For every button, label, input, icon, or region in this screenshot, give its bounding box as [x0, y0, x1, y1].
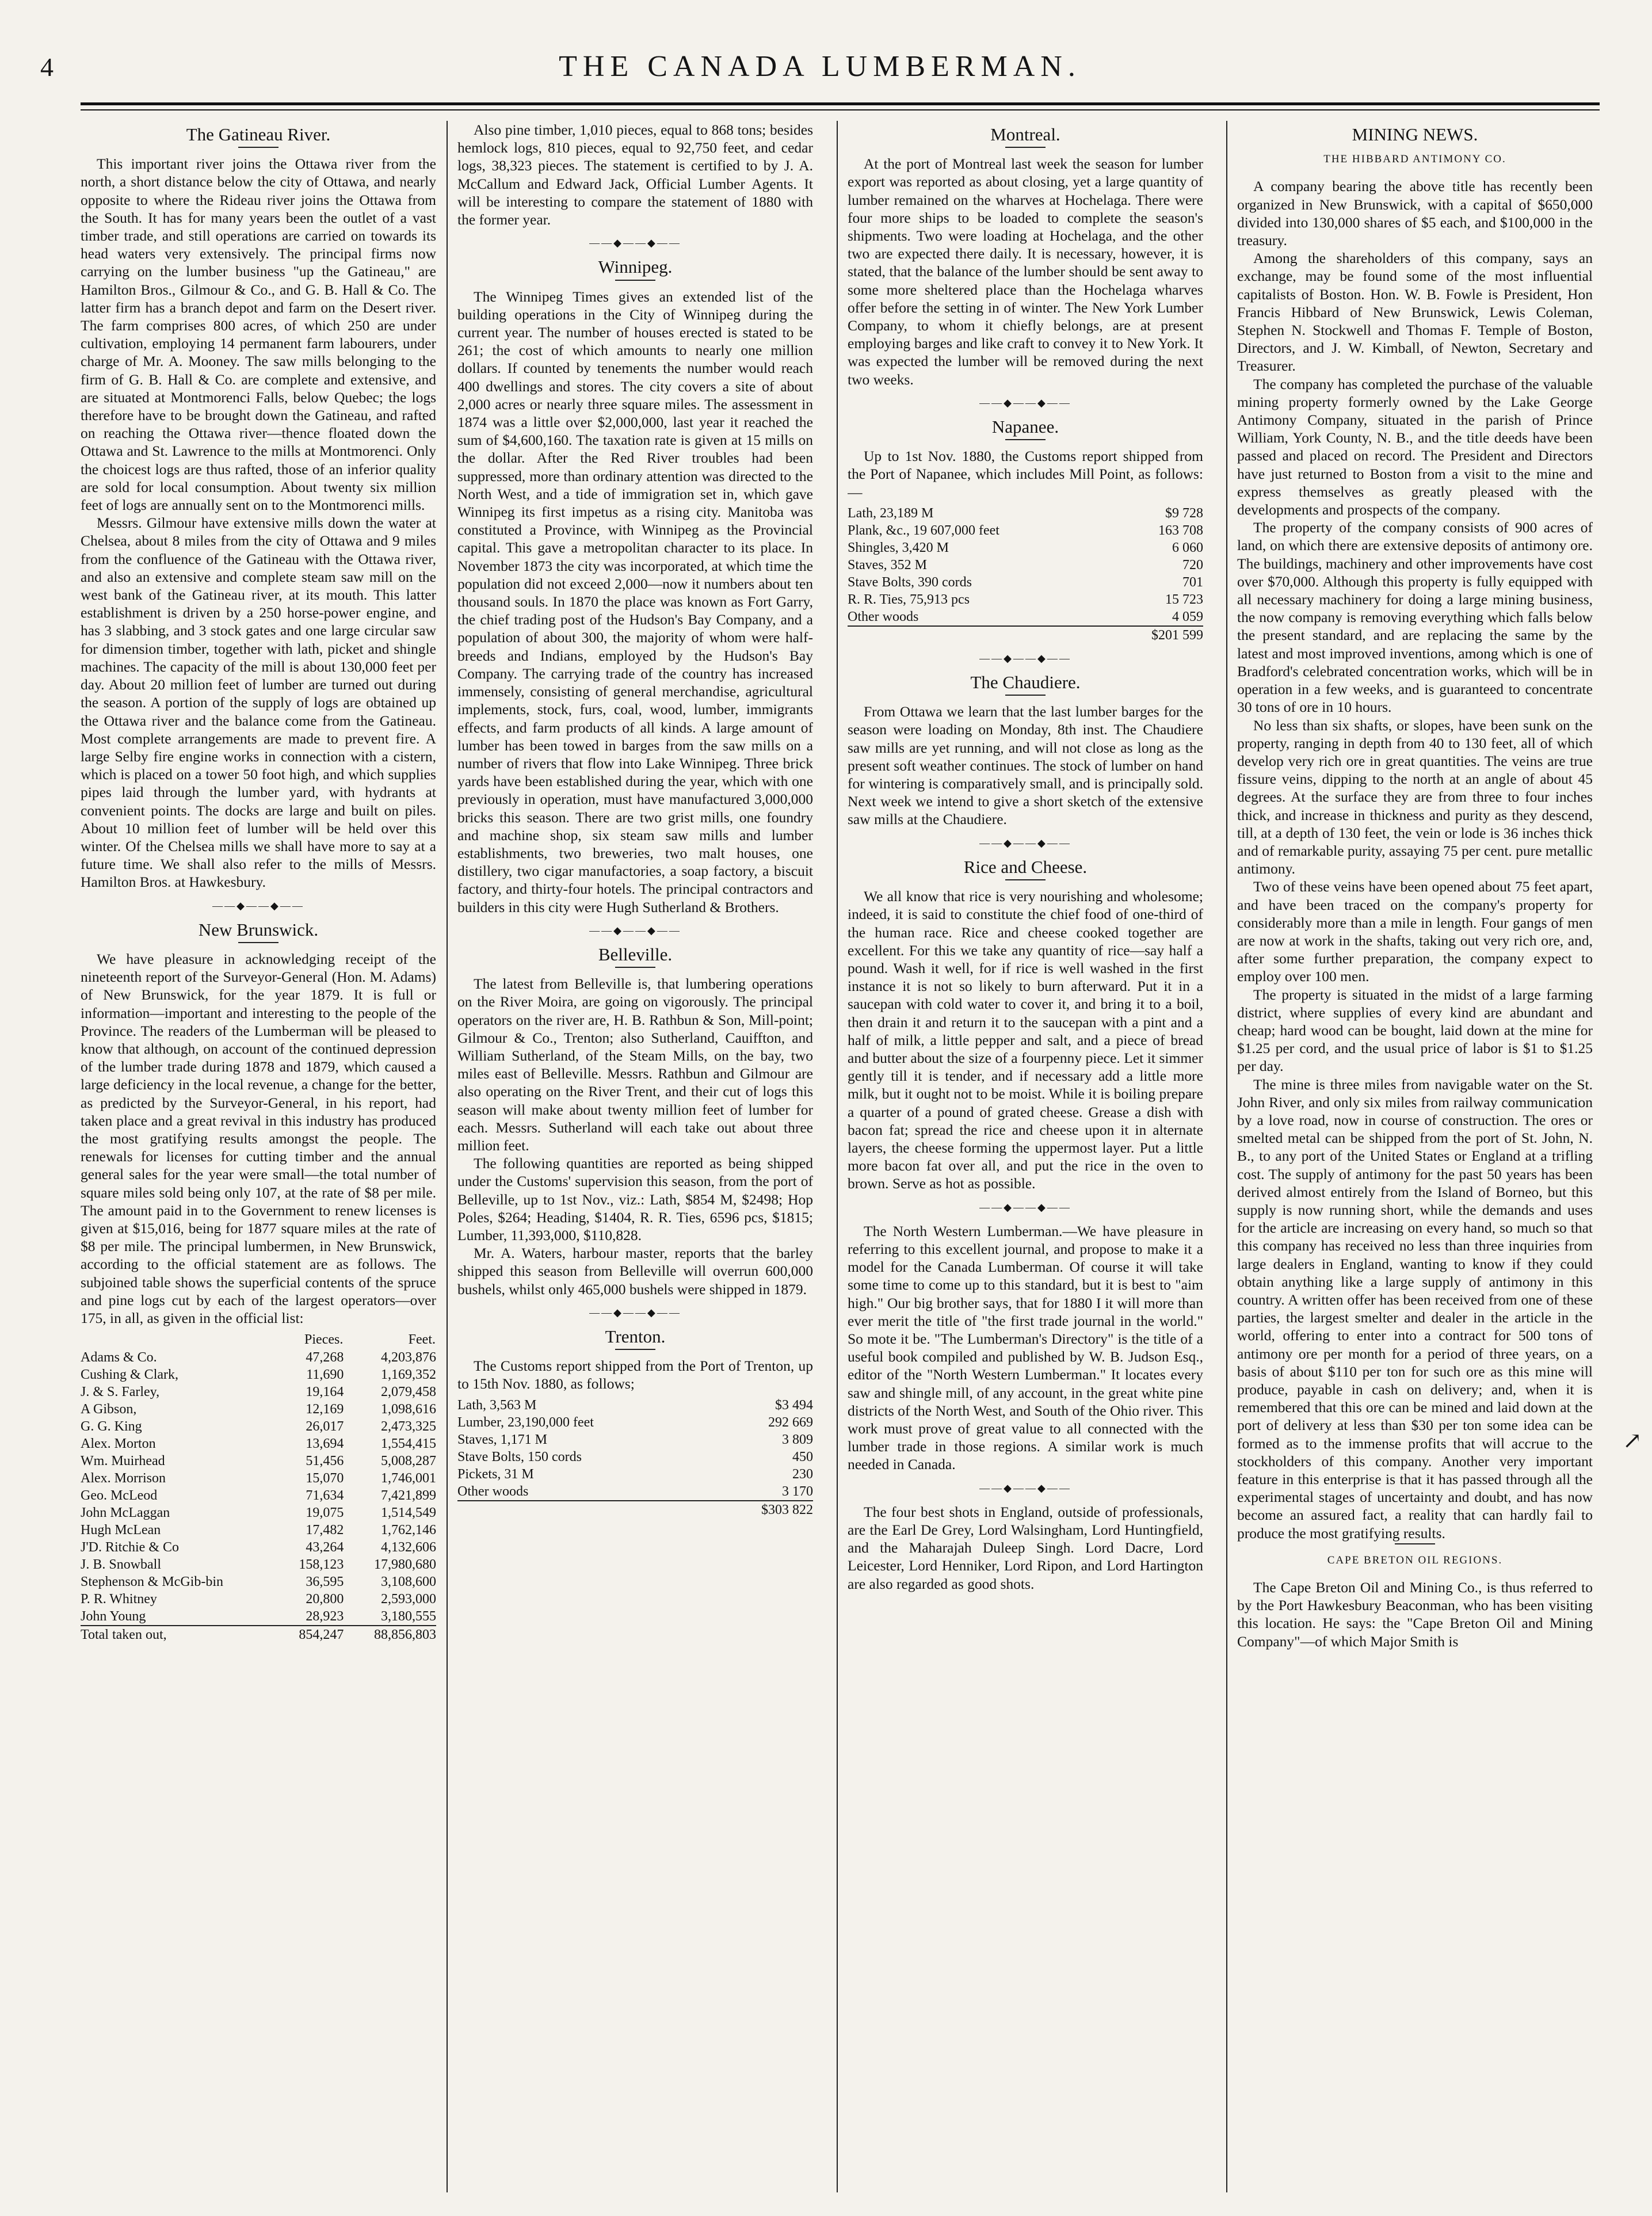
- trenton-shipments-table: [457, 1397, 813, 1519]
- table-cell: P. R. Whitney: [81, 1592, 157, 1607]
- table-cell: 1,554,415: [381, 1436, 436, 1452]
- lumbermen-table: [81, 1330, 436, 1643]
- table-row: [81, 1366, 436, 1383]
- table-cell: 158,123: [299, 1557, 344, 1573]
- article-paragraph: The latest from Belleville is, that lumbering operations on the River Moira, are going on vigorously. The principal operators on the river are, H. B. Rathbun & Son, Mill-point; Gilmour & Co., Trenton; also Sutherland, Cauiffton, and William Sutherland, of the Steam Mills, on the bay, two miles east of Belleville. Messrs. Rathbun and Gilmour are also operating on the River Trent, and their cut of logs this season will make about twenty million feet of lumber for each. Messrs. Sutherland will each take out about three million feet.: [457, 975, 813, 1154]
- table-cell: Other woods: [848, 609, 919, 624]
- table-row: [81, 1452, 436, 1470]
- table-row: [848, 556, 1203, 574]
- heading-rule: [238, 942, 278, 943]
- table-total-row: [81, 1626, 436, 1643]
- table-cell: 36,595: [306, 1574, 344, 1590]
- table-cell: 4 059: [1172, 609, 1203, 624]
- heading-rule: [1005, 439, 1046, 440]
- table-cell: Stave Bolts, 390 cords: [848, 574, 972, 590]
- table-cell: 4,132,606: [381, 1540, 436, 1555]
- margin-mark-icon: ↗: [1623, 1428, 1642, 1454]
- table-cell: J. & S. Farley,: [81, 1384, 160, 1400]
- section-separator: ——◆——◆——: [589, 924, 681, 936]
- table-cell: 2,079,458: [381, 1384, 436, 1400]
- table-cell: 4,203,876: [381, 1350, 436, 1366]
- table-cell: 6 060: [1172, 540, 1203, 555]
- table-cell: Lath, 3,563 M: [457, 1397, 537, 1413]
- article-paragraph: The four best shots in England, outside of professionals, are the Earl De Grey, Lord Walsingham, Lord Huntingfield, and the Maharajah Duleep Singh. Lord Dacre, Lord Leicester, Lord Henniker, Lord Ripon, and Lord Hartington are also regarded as good shots.: [848, 1503, 1203, 1592]
- article-heading-trenton: Trenton.: [605, 1326, 666, 1347]
- article-paragraph: From Ottawa we learn that the last lumber barges for the season were loading on Monday, 8th inst. The Chaudiere saw mills are yet running, and will not close as long as the present soft weather continues. The stock of lumber on hand for wintering is comparatively small, and is principally sold. Next week we intend to give a short sketch of the extensive saw mills at the Chaudiere.: [848, 703, 1203, 828]
- table-cell: John Young: [81, 1609, 146, 1624]
- table-row: [848, 539, 1203, 556]
- table-cell: 3 809: [782, 1432, 813, 1447]
- article-paragraph: At the port of Montreal last week the season for lumber export was reported as about closing, yet a large quantity of lumber remained on the wharves at Hochelaga. There were four more ships to be loaded to complete the season's shipments. Two were loading at Hochelaga, and the other two are expected there daily. It is necessary, however, it is stated, that the balance of the lumber should be sent away to some more sheltered place than the Hochelaga wharves offer before the setting in of winter. The New York Lumber Company, to whom it chiefly belongs, are at present employing barges and like craft to convey it to New York. It was expected the lumber will be removed during the next two weeks.: [848, 155, 1203, 388]
- table-cell: 1,762,146: [381, 1523, 436, 1538]
- table-row: [81, 1383, 436, 1401]
- article-heading-new-brunswick: New Brunswick.: [198, 919, 319, 940]
- table-cell: 720: [1182, 557, 1203, 573]
- table-cell: John McLaggan: [81, 1505, 170, 1521]
- heading-rule: [615, 967, 655, 968]
- table-cell: 2,473,325: [381, 1419, 436, 1435]
- article-paragraph: Up to 1st Nov. 1880, the Customs report shipped from the Port of Napanee, which includes Mill Point, as follows:—: [848, 448, 1203, 501]
- table-cell: Stave Bolts, 150 cords: [457, 1449, 582, 1464]
- table-cell: 1,746,001: [381, 1471, 436, 1486]
- masthead-title: THE CANADA LUMBERMAN.: [559, 50, 1081, 83]
- column-4: [1237, 121, 1593, 2192]
- table-row: [848, 522, 1203, 539]
- article-heading-winnipeg: Winnipeg.: [598, 257, 673, 277]
- table-row: [81, 1401, 436, 1418]
- table-row: [848, 505, 1203, 522]
- table-cell: 3,108,600: [381, 1574, 436, 1590]
- heading-rule: [615, 280, 655, 281]
- table-cell: 13,694: [306, 1436, 344, 1452]
- table-row: [457, 1431, 813, 1448]
- table-header-pieces: Pieces.: [304, 1332, 344, 1348]
- article-heading-napanee: Napanee.: [991, 417, 1059, 437]
- column-divider: [447, 121, 448, 2192]
- article-heading-mining-news: MINING NEWS.: [1352, 124, 1478, 144]
- page-header: [17, 35, 1623, 92]
- article-paragraph: We all know that rice is very nourishing and wholesome; indeed, it is said to constitute the chief food of one-third of the human race. Rice and cheese cooked together are excellent. For this we take any quantity of rice—say half a pound. Wash it well, for if rice is well washed in the first instance it is not so likely to burn afterward. Put it in a saucepan with cold water to cover it, and bring it to a boil, then drain it and return it to the saucepan with a pint and a half of milk, a little pepper and salt, and a piece of bread and butter about the size of a fourpenny piece. Let it simmer gently till it is tender, and if necessary add a little more milk, but it ought not to be moist. While it is boiling prepare a quarter of a pound of grated cheese. Grease a dish with bacon fat; spread the rice and cheese upon it in alternate layers, the cheese forming the uppermost layer. Put a little more bacon fat over all, and put the rice in the oven to brown. Serve as hot as possible.: [848, 888, 1203, 1192]
- newspaper-page: [17, 35, 1642, 2198]
- article-paragraph: We have pleasure in acknowledging receipt of the nineteenth report of the Surveyor-General (Hon. M. Adams) of New Brunswick, for the year 1879. It is full or information—important and interesting to the people of the Province. The readers of the Lumberman will be pleased to know that although, on account of the continued depression of the lumber trade during 1878 and 1879, which caused a large deficiency in the local revenue, a change for the better, as predicted by the Surveyor-General, in his report, had taken place and a great revival in this industry has produced the most gratifying results amongst the people. The renewals for licenses for cutting timber and the annual general sales for the year were small—the total number of square miles sold being only 107, at the rate of $8 per mile. The amount paid in to the Government to renew licenses is given at $15,016, being for 1877 square miles at the rate of $8 per mile. The principal lumbermen, in New Brunswick, according to the official statement are as follows. The subjoined table shows the superficial contents of the spruce and pine logs cut by each of the largest operators—over 175, in all, as given in the official list:: [81, 950, 436, 1326]
- table-cell: 450: [792, 1449, 813, 1464]
- section-separator: ——◆——◆——: [589, 237, 681, 249]
- table-total-row: [457, 1501, 813, 1519]
- table-row: [81, 1470, 436, 1487]
- table-row: [81, 1608, 436, 1626]
- table-cell: Geo. McLeod: [81, 1488, 158, 1504]
- table-cell: J. B. Snowball: [81, 1557, 162, 1573]
- table-cell: Staves, 352 M: [848, 557, 927, 573]
- table-row: [457, 1414, 813, 1431]
- article-paragraph: The Customs report shipped from the Port of Trenton, up to 15th Nov. 1880, as follows;: [457, 1357, 813, 1393]
- column-1: [81, 121, 436, 2192]
- table-cell: Adams & Co.: [81, 1350, 157, 1366]
- column-2: [457, 121, 813, 2192]
- table-cell: 47,268: [306, 1350, 344, 1366]
- article-paragraph: This important river joins the Ottawa river from the north, a short distance below the city of Ottawa, and nearly opposite to where the Rideau river joins the Ottawa from the South. It has for many years been the outlet of a vast timber trade, and still operations are carried on towards its head waters very extensively. The principal firms now carrying on the lumber business "up the Gatineau," are Hamilton Bros., Gilmour & Co., and G. B. Hall & Co. The latter firm has a branch depot and farm on the Desert river. The farm comprises 800 acres, of which 250 are under cultivation, employing 14 permanent farm labourers, under charge of Mr. A. Mooney. The saw mills belonging to the firm of G. B. Hall & Co. are complete and extensive, and are situated at Montmorenci Falls, below Quebec; the logs therefore have to be brought down the Gatineau, and rafted on reaching the Ottawa river—thence floated down the Ottawa and St. Lawrence to the mills at Montmorenci. Only the choicest logs are thus rafted, those of an inferior quality are sold for local consumption. About twenty six million feet of logs are annually sent on to the Montmorenci mills.: [81, 155, 436, 514]
- table-cell: 854,247: [275, 1626, 344, 1643]
- table-cell: 163 708: [1158, 522, 1203, 538]
- article-paragraph: The Winnipeg Times gives an extended list of the building operations in the City of Winnipeg during the current year. The number of houses erected is stated to be 261; the cost of which amounts to nearly one million dollars. If counted by tenements the number would reach 400 dwellings and stores. The city covers a site of about 2,000 acres or nearly three square miles. The assessment in 1874 was a little over $2,000,000, last year it reached the sum of $4,600,160. The taxation rate is given at 15 mills on the dollar. After the Red River troubles had been suppressed, more than ordinary attention was directed to the North West, and a tide of immigration set in, which gave Winnipeg its first impetus as a rising city. Manitoba was constituted a Province, with Winnipeg as the Provincial capital. This gave a metropolitan character to its place. In November 1873 the city was incorporated, at which time the population did not exceed 2,000—now it numbers about ten thousand souls. In 1870 the place was known as Fort Garry, the chief trading post of the Hudson's Bay Company, and a population of about 300, the majority of whom were half-breeds and Indians, employed by the Hudson's Bay Company. The carrying trade of the country has increased immensely, consisting of general merchandise, agricultural implements, stock, furs, coal, wood, lumber, immigrants effects, and farm products of all kinds. A large amount of lumber has been towed in barges from the saw mills on a number of rivers that flow into Lake Winnipeg. Three brick yards have been established during the year, which with one previously in operation, must have manufactured 3,000,000 bricks this season. There are two grist mills, one foundry and machine shop, six steam saw mills and lumber establishments, two breweries, two malt houses, one distillery, two cigar manufactories, a soap factory, a biscuit factory, and thirty-four hotels. The principal contractors and builders in this city were Hugh Sutherland & Brothers.: [457, 288, 813, 916]
- section-separator: ——◆——◆——: [979, 652, 1071, 664]
- table-cell: 43,264: [306, 1540, 344, 1555]
- table-cell: 5,008,287: [381, 1454, 436, 1469]
- table-cell: 292 669: [768, 1414, 813, 1430]
- table-cell: 71,634: [306, 1488, 344, 1504]
- table-row: [457, 1397, 813, 1414]
- table-cell: $3 494: [775, 1397, 813, 1413]
- table-cell: $201 599: [1105, 626, 1203, 644]
- table-row: [81, 1349, 436, 1366]
- article-paragraph: Among the shareholders of this company, says an exchange, may be found some of the most influential capitalists of Boston. Hon. W. B. Fowle is President, Hon Francis Hibbard of New Brunswick, Lewis Coleman, Stephen N. Stockwell and Thomas F. Temple of Boston, Directors, and J. W. Kimball, of Newton, Secretary and Treasurer.: [1237, 250, 1593, 375]
- table-cell: 7,421,899: [381, 1488, 436, 1504]
- article-subheading-cape-breton: CAPE BRETON OIL REGIONS.: [1327, 1554, 1503, 1566]
- article-subheading-hibbard: THE HIBBARD ANTIMONY CO.: [1323, 153, 1506, 166]
- table-cell: Plank, &c., 19 607,000 feet: [848, 522, 999, 538]
- article-paragraph: Also pine timber, 1,010 pieces, equal to 868 tons; besides hemlock logs, 810 pieces, equal to 92,750 feet, and cedar logs, 38,323 pieces. The statement is certified to by J. A. McCallum and Edward Jack, Official Lumber Agents. It will be interesting to compare the statement of 1880 with the former year.: [457, 121, 813, 228]
- table-cell: 17,980,680: [374, 1557, 436, 1573]
- table-cell: G. G. King: [81, 1419, 142, 1435]
- section-separator: ——◆——◆——: [212, 899, 304, 911]
- table-cell: 1,098,616: [381, 1402, 436, 1417]
- table-cell: 11,690: [306, 1367, 344, 1383]
- table-row: [81, 1539, 436, 1556]
- table-row: [81, 1504, 436, 1521]
- section-separator: ——◆——◆——: [589, 1306, 681, 1318]
- article-paragraph: A company bearing the above title has recently been organized in New Brunswick, with a capital of $650,000 divided into 130,000 shares of $5 each, and $100,000 in the treasury.: [1237, 178, 1593, 249]
- article-paragraph: The mine is three miles from navigable water on the St. John River, and only six miles from railway communication by a love road, now in course of construction. The ores or smelted metal can be shipped from the port of St. John, N. B., to any port of the United States or England at a trifling cost. The supply of antimony for the past 50 years has been derived almost entirely from the Island of Borneo, but this supply is now running short, while the demands and uses for the article are increasing on every hand, so much so that this company has received no less than three inquiries from large dealers in England, wanting to know if they could obtain anything like a large supply of antimony in this country. A written offer has been received from one of these parties, the largest smelter and dealer in the article in the world, offering to enter into a contract for 500 tons of antimony ore per month for a period of three years, on a basis of about $110 per ton for such ore as this mine will produce, payable in cash on delivery; and, when it is remembered that this ore can be mined and laid down at the port of delivery at less than $30 per ton some idea can be formed as to the immense profits that will accrue to the stockholders of this company. Another very important feature in this enterprise is that it has passed through all the experimental stages of uncertainty and doubt, and has now become an assured fact, a reality that can hardly fail to produce the most gratifying results.: [1237, 1075, 1593, 1542]
- article-paragraph: Two of these veins have been opened about 75 feet apart, and have been traced on the company's property for considerably more than a mile in length. Four gangs of men are now at work in the shafts, taking out very rich ore, and, after some further preparation, the company expect to employ over 100 men.: [1237, 878, 1593, 985]
- page-number: 4: [40, 52, 54, 82]
- table-cell: R. R. Ties, 75,913 pcs: [848, 592, 970, 607]
- table-row: [457, 1466, 813, 1483]
- table-cell: 88,856,803: [344, 1626, 436, 1643]
- table-row: [848, 574, 1203, 591]
- table-cell: 2,593,000: [381, 1592, 436, 1607]
- article-columns: [81, 121, 1600, 2192]
- table-row: [81, 1591, 436, 1608]
- article-heading-gatineau: The Gatineau River.: [186, 124, 331, 144]
- table-row: [848, 608, 1203, 626]
- table-cell: Cushing & Clark,: [81, 1367, 179, 1383]
- table-row: [81, 1435, 436, 1452]
- section-separator: ——◆——◆——: [979, 1201, 1071, 1213]
- article-paragraph: Messrs. Gilmour have extensive mills down the water at Chelsea, about 8 miles from the city of Ottawa and 9 miles from the confluence of the Gatineau with the Ottawa river, and also an extensive and complete steam saw mill on the west bank of the Gatineau river, at its mouth. This latter establishment is driven by a 250 horse-power engine, and has 3 slabbing, and 3 stock gates and one large circular saw for dimension timber, together with lath, picket and shingle machines. The capacity of the mill is about 130,000 feet per day. About 20 million feet of lumber are turned out during the season. A portion of the supply of logs are obtained up the Ottawa river and the balance come from the Gatineau. Most complete arrangements are made to prevent fire. A large Selby fire engine works in connection with a cistern, which is placed on a tower 50 foot high, and which supplies pipes laid through the lumber yard, with hydrants at convenient points. The docks are large and built on piles. About 10 million feet of lumber will be held over this winter. Of the Chelsea mills we shall have more to say at a future time. We shall also refer to the mills of Messrs. Hamilton Bros. at Hawkesbury.: [81, 514, 436, 891]
- table-row: [81, 1487, 436, 1504]
- table-row: [81, 1521, 436, 1539]
- heading-rule: [615, 1349, 655, 1350]
- table-cell: $303 822: [708, 1501, 813, 1519]
- table-row: [457, 1448, 813, 1466]
- article-heading-belleville: Belleville.: [598, 944, 673, 964]
- article-heading-montreal: Montreal.: [990, 124, 1060, 144]
- table-cell: 19,075: [306, 1505, 344, 1521]
- column-divider: [1226, 121, 1227, 2192]
- table-cell: 15,070: [306, 1471, 344, 1486]
- table-cell: 51,456: [306, 1454, 344, 1469]
- article-paragraph: The property is situated in the midst of a large farming district, where supplies of every kind are abundant and cheap; hard wood can be bought, laid down at the mine for $1.25 per cord, and the usual price of labor is $1 to $1.25 per day.: [1237, 986, 1593, 1075]
- section-separator: ——◆——◆——: [979, 837, 1071, 849]
- header-rule: [81, 102, 1600, 105]
- article-paragraph: Mr. A. Waters, harbour master, reports that the barley shipped this season from Belleville will overrun 600,000 bushels, whilst only 465,000 bushels were shipped in 1879.: [457, 1245, 813, 1298]
- section-separator: ——◆——◆——: [979, 396, 1071, 409]
- table-cell: 12,169: [306, 1402, 344, 1417]
- heading-rule: [1005, 695, 1046, 696]
- table-cell: Lumber, 23,190,000 feet: [457, 1414, 594, 1430]
- header-rule-thin: [81, 109, 1600, 110]
- table-cell: Other woods: [457, 1483, 529, 1499]
- table-cell: 1,169,352: [381, 1367, 436, 1383]
- table-cell: 3,180,555: [381, 1609, 436, 1624]
- table-cell: 20,800: [306, 1592, 344, 1607]
- table-total-row: [848, 626, 1203, 644]
- heading-rule: [238, 147, 278, 148]
- table-cell: J'D. Ritchie & Co: [81, 1540, 179, 1555]
- table-cell: 28,923: [306, 1609, 344, 1624]
- table-cell: 230: [792, 1466, 813, 1482]
- article-paragraph: No less than six shafts, or slopes, have been sunk on the property, ranging in depth from 40 to 130 feet, all of which develop very rich ore in great quantities. The veins are true fissure veins, dipping to the north at an angle of about 45 degrees. At the surface they are from three to four inches thick, and increase in thickness and purity as they descend, till, at a depth of 130 feet, the vein or lode is 36 inches thick and of remarkable purity, assaying 75 per cent. pure metallic antimony.: [1237, 716, 1593, 878]
- table-cell: 19,164: [306, 1384, 344, 1400]
- article-paragraph: The following quantities are reported as being shipped under the Customs' supervision this season, from the port of Belleville, up to 1st Nov., viz.: Lath, $854 M, $2498; Hop Poles, $264; Heading, $1404, R. R. Ties, 6596 pcs, $1815; Lumber, 11,393,000, $110,828.: [457, 1155, 813, 1244]
- table-cell: Total taken out,: [81, 1626, 275, 1643]
- table-cell: 26,017: [306, 1419, 344, 1435]
- article-heading-rice-cheese: Rice and Cheese.: [963, 856, 1088, 877]
- table-cell: 1,514,549: [381, 1505, 436, 1521]
- table-cell: 15 723: [1165, 592, 1203, 607]
- table-cell: 17,482: [306, 1523, 344, 1538]
- heading-rule: [1005, 879, 1046, 880]
- article-paragraph: The North Western Lumberman.—We have pleasure in referring to this excellent journal, and propose to make it a model for the Canada Lumberman. Of course it will take some time to come up to this standard, but it is best to "aim high." Our big brother says, that for 1880 I it will more than ever merit the title of "the first trade journal in the world." So mote it be. "The Lumberman's Directory" is the title of a useful book compiled and published by W. B. Judson Esq., editor of the "North Western Lumberman." It locates every saw and shingle mill, of any account, in the great white pine districts of the North West, and South of the Ohio river. This work must prove of great value to all connected with the lumber trade in those regions. A similar work is much needed in Canada.: [848, 1222, 1203, 1473]
- table-cell: Shingles, 3,420 M: [848, 540, 949, 555]
- column-3: [848, 121, 1203, 2192]
- table-row: [81, 1573, 436, 1591]
- table-row: [457, 1483, 813, 1501]
- article-paragraph: The property of the company consists of 900 acres of land, on which there are extensive deposits of antimony ore. The buildings, machinery and other improvements have cost over $70,000. Although this property is fully equipped with all necessary machinery for doing a large mining business, the now company is removing everything which falls below the present standard, and are replacing the same by the latest and most improved inventions, among which is one of Bradford's celebrated concentration works, which will be in operation in a few weeks, and is guaranteed to concentrate 30 tons of ore in 10 hours.: [1237, 519, 1593, 716]
- heading-rule: [1005, 147, 1046, 148]
- table-header-feet: Feet.: [408, 1332, 436, 1348]
- table-row: [81, 1418, 436, 1435]
- table-cell: Alex. Morrison: [81, 1471, 166, 1486]
- article-paragraph: The company has completed the purchase of the valuable mining property formerly owned by the Lake George Antimony Company, situated in the parish of Prince William, York County, N. B., and the title deeds have been passed and placed on record. The President and Directors have just returned to Boston from a visit to the mine and express themselves as greatly pleased with the developments and prospects of the company.: [1237, 375, 1593, 518]
- table-cell: Stephenson & McGib-bin: [81, 1574, 223, 1590]
- table-cell: Staves, 1,171 M: [457, 1432, 547, 1447]
- table-cell: Lath, 23,189 M: [848, 505, 934, 521]
- table-cell: 3 170: [782, 1483, 813, 1499]
- article-paragraph: The Cape Breton Oil and Mining Co., is thus referred to by the Port Hawkesbury Beaconman, who has been visiting this location. He says: the "Cape Breton Oil and Mining Company"—of which Major Smith is: [1237, 1579, 1593, 1650]
- table-row: [848, 591, 1203, 608]
- table-cell: Alex. Morton: [81, 1436, 156, 1452]
- table-cell: Hugh McLean: [81, 1523, 161, 1538]
- column-divider: [837, 121, 838, 2192]
- section-separator: ——◆——◆——: [979, 1482, 1071, 1494]
- napanee-shipments-table: [848, 505, 1203, 644]
- table-cell: Pickets, 31 M: [457, 1466, 534, 1482]
- table-cell: A Gibson,: [81, 1402, 137, 1417]
- table-cell: Wm. Muirhead: [81, 1454, 165, 1469]
- table-cell: $9 728: [1165, 505, 1203, 521]
- heading-rule: [1395, 1543, 1435, 1544]
- table-row: [81, 1556, 436, 1573]
- article-heading-chaudiere: The Chaudiere.: [970, 672, 1081, 693]
- table-cell: 701: [1182, 574, 1203, 590]
